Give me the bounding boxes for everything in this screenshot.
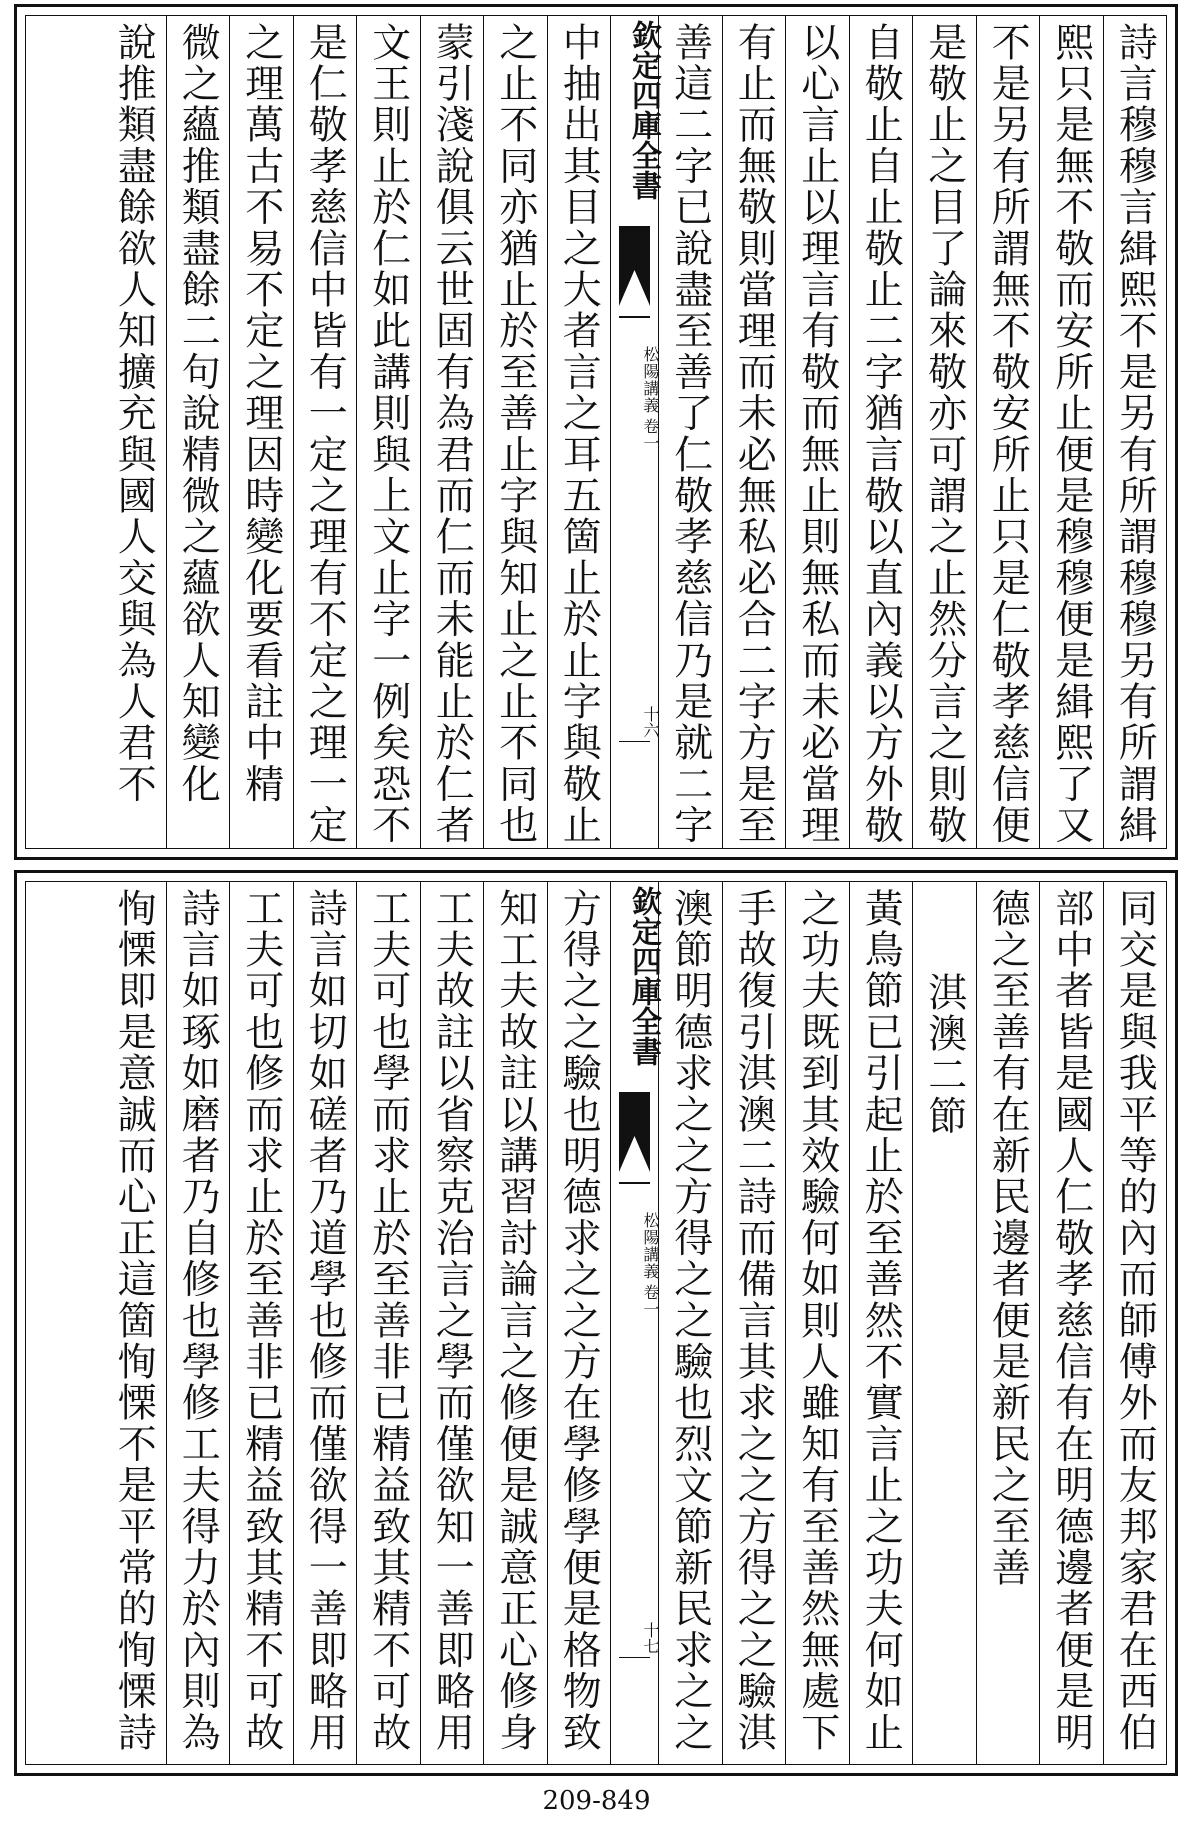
gutter-bottom-line [619,741,650,842]
gutter-leaf-number: 十六 [641,706,660,738]
text-column: 之理萬古不易不定之理因時變化要看註中精 [229,16,293,848]
text-column: 詩言如切如磋者乃道學也修而僅欲得一善即略用 [293,882,357,1764]
gutter-title: 欽定四庫全書 [626,886,661,1066]
gutter-column [610,16,661,848]
text-column: 蒙引淺說俱云世固有為君而仁而未能止於仁者 [420,16,484,848]
text-column: 德之至善有在新民邊者便是新民之至善 [976,882,1040,1764]
text-column: 工夫故註以省察克治言之學而僅欲知一善即略用 [420,882,484,1764]
text-column: 說推類盡餘欲人知擴充與國人交與為人君不 [111,22,157,805]
gutter-volume: 卷一 [641,1284,660,1318]
gutter-book-info [611,346,658,452]
gutter-bottom-line [619,1657,650,1758]
top-text-columns [25,15,1167,849]
text-column: 不是另有所謂無不敬安所止只是仁敬孝慈信便 [976,16,1040,848]
text-column: 微之蘊推類盡餘二句說精微之蘊欲人知變化 [166,16,230,848]
text-column: 中抽出其目之大者言之耳五箇止於止字與敬止 [547,16,611,848]
gutter-book-title: 松陽講義 [641,1212,660,1280]
text-column: 澳節明德求之之方得之之驗也烈文節新民求之之 [658,882,722,1764]
top-page [14,4,1178,860]
page-number-footer: 209-849 [542,1786,651,1816]
text-column: 方得之之驗也明德求之之方在學修學便是格物致 [547,882,611,1764]
gutter-leaf-number: 十七 [641,1622,660,1654]
text-column: 之功夫既到其效驗何如則人雖知有至善然無處下 [785,882,849,1764]
gutter-book-title: 松陽講義 [641,346,660,414]
text-column: 黃鳥節已引起止於至善然不實言止之功夫何如止 [849,882,913,1764]
text-column: 工夫可也學而求止於至善非已精益致其精不可故 [356,882,420,1764]
text-column: 部中者皆是國人仁敬孝慈信有在明德邊者便是明 [1039,882,1103,1764]
text-column: 之止不同亦猶止於至善止字與知止之止不同也 [483,16,547,848]
gutter-volume: 卷一 [641,418,660,452]
gutter-column [610,882,661,1764]
bottom-text-columns [25,881,1167,1765]
text-column: 淇澳二節 [912,882,976,1764]
bottom-page [14,870,1178,1776]
text-column: 善這二字已說盡至善了仁敬孝慈信乃是就二字 [658,16,722,848]
text-column: 知工夫故註以講習討論言之修便是誠意正心修身 [483,882,547,1764]
text-column: 是敬止之目了論來敬亦可謂之止然分言之則敬 [912,16,976,848]
text-column: 恂慄即是意誠而心正這箇恂慄不是平常的恂慄詩 [111,888,157,1754]
text-column: 有止而無敬則當理而未必無私必合二字方是至 [722,16,786,848]
text-column: 工夫可也修而求止於至善非已精益致其精不可故 [229,882,293,1764]
text-column: 同交是與我平等的內而師傅外而友邦家君在西伯 [1103,882,1167,1764]
text-column: 文王則止於仁如此講則與上文止字一例矣恐不 [356,16,420,848]
gutter-book-info [611,1212,658,1318]
text-column: 自敬止自止敬止二字猶言敬以直內義以方外敬 [849,16,913,848]
text-column: 手故復引淇澳二詩而備言其求之之方得之之驗淇 [722,882,786,1764]
text-column: 以心言止以理言有敬而無止則無私而未必當理 [785,16,849,848]
gutter-title: 欽定四庫全書 [626,20,661,200]
text-column: 詩言穆穆言緝熙不是另有所謂穆穆另有所謂緝 [1103,16,1167,848]
text-column: 是仁敬孝慈信中皆有一定之理有不定之理一定 [293,16,357,848]
text-column: 熙只是無不敬而安所止便是穆穆便是緝熙了又 [1039,16,1103,848]
text-column: 詩言如琢如磨者乃自修也學修工夫得力於內則為 [166,882,230,1764]
